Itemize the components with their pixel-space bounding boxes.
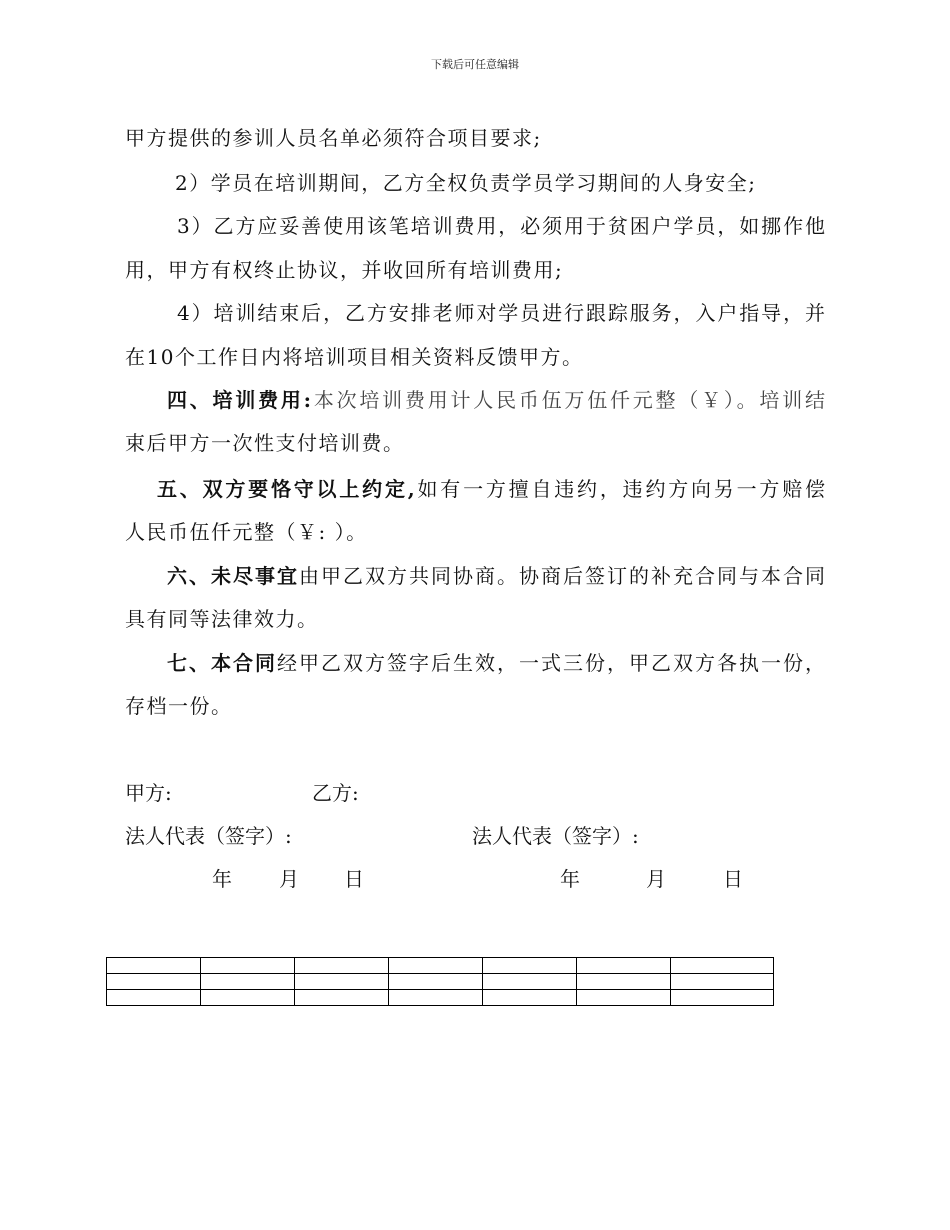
paragraph-line: 2）学员在培训期间，乙方全权负责学员学习期间的人身安全;	[175, 171, 757, 195]
paragraph-text: 4）培训结束后，乙方安排老师对学员进行跟踪服务，入户指导，并	[177, 301, 825, 325]
date-b-year: 年	[560, 867, 580, 891]
table-cell	[671, 990, 774, 1006]
table-cell	[577, 990, 671, 1006]
section-heading: 五、双方要恪守以上约定,	[157, 477, 415, 501]
paragraph-line: 人民币伍仟元整（￥: ）。	[125, 520, 368, 544]
table-cell	[201, 974, 295, 990]
section-heading: 四、培训费用:	[167, 388, 312, 412]
table-cell	[295, 958, 389, 974]
table-cell	[577, 974, 671, 990]
section-text: 由甲乙双方共同协商。协商后签订的补充合同与本合同	[299, 564, 825, 588]
table-cell	[577, 958, 671, 974]
date-b-day: 日	[723, 867, 743, 891]
table-cell	[671, 974, 774, 990]
paragraph-line: 在10个工作日内将培训项目相关资料反馈甲方。	[125, 345, 584, 369]
paragraph-line: 存档一份。	[125, 694, 233, 718]
date-a-month: 月	[279, 867, 299, 891]
section-four	[125, 388, 825, 412]
page-header: 下载后可任意编辑	[431, 58, 519, 71]
party-b-label: 乙方:	[312, 781, 359, 805]
section-heading: 七、本合同	[167, 651, 277, 675]
section-heading: 六、未尽事宜	[167, 564, 299, 588]
table-cell	[389, 974, 483, 990]
table-row	[107, 958, 774, 974]
section-text: 如有一方擅自违约，违约方向另一方赔偿	[414, 477, 825, 501]
paragraph-line: 用，甲方有权终止协议，并收回所有培训费用;	[125, 258, 564, 282]
table-cell	[107, 958, 201, 974]
paragraph-line: 束后甲方一次性支付培训费。	[125, 431, 405, 455]
party-a-label: 甲方:	[125, 781, 172, 805]
rep-a-signature-label: 法人代表（签字）:	[125, 824, 292, 848]
table-cell	[201, 958, 295, 974]
section-text: 本次培训费用计人民币伍万伍仟元整（￥）。培训结	[311, 388, 825, 412]
paragraph-line: 甲方提供的参训人员名单必须符合项目要求;	[125, 126, 542, 150]
table-cell	[483, 958, 577, 974]
date-a-day: 日	[344, 867, 364, 891]
table-cell	[483, 990, 577, 1006]
table-cell	[389, 958, 483, 974]
table-cell	[295, 974, 389, 990]
table-cell	[295, 990, 389, 1006]
paragraph-text: 3）乙方应妥善使用该笔培训费用，必须用于贫困户学员，如挪作他	[177, 214, 825, 238]
date-a-year: 年	[212, 867, 232, 891]
section-text: 经甲乙双方签字后生效，一式三份，甲乙双方各执一份，	[277, 651, 825, 675]
table-row	[107, 990, 774, 1006]
table-row	[107, 974, 774, 990]
paragraph-line	[125, 301, 825, 325]
section-seven	[125, 651, 825, 675]
table-cell	[483, 974, 577, 990]
table-cell	[201, 990, 295, 1006]
paragraph-line: 具有同等法律效力。	[125, 607, 319, 631]
paragraph-line	[125, 214, 825, 238]
section-six	[125, 564, 825, 588]
table-cell	[671, 958, 774, 974]
table-cell	[107, 974, 201, 990]
table-cell	[107, 990, 201, 1006]
section-five	[125, 477, 825, 501]
blank-table	[106, 957, 774, 1006]
date-b-month: 月	[646, 867, 666, 891]
rep-b-signature-label: 法人代表（签字）:	[472, 824, 639, 848]
table-cell	[389, 990, 483, 1006]
